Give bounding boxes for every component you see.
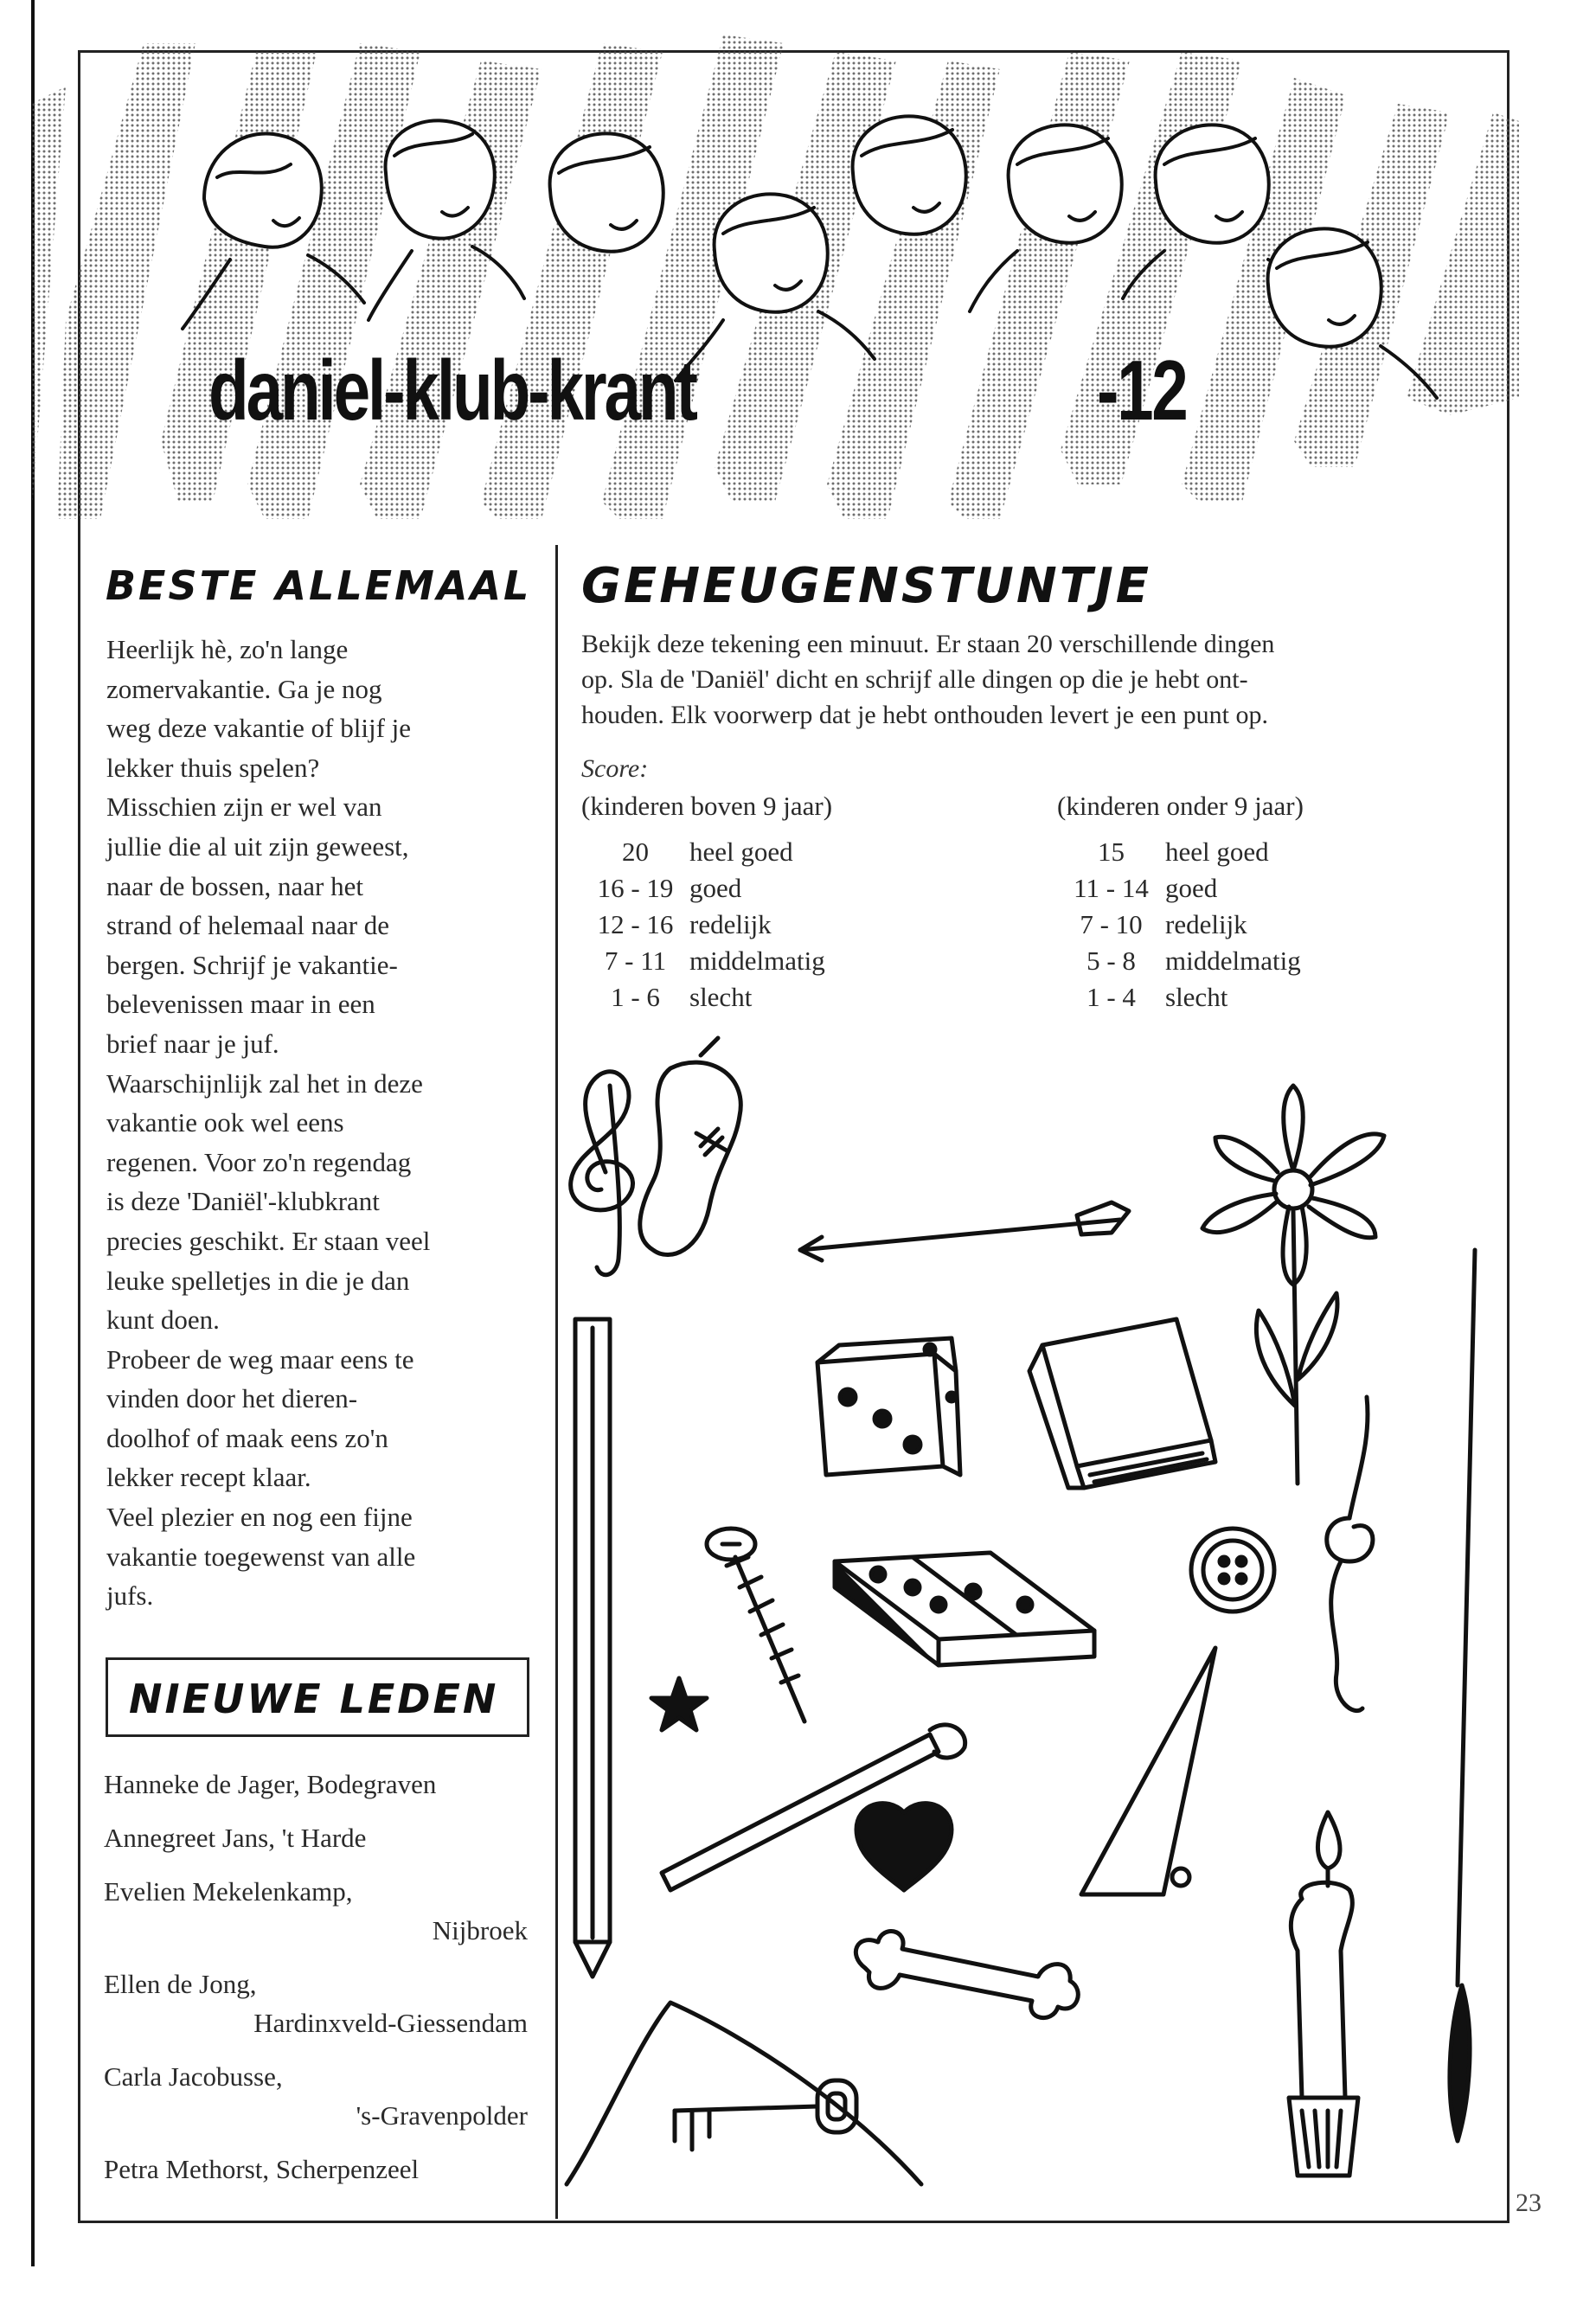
text-line: bergen. Schrijf je vakantie- <box>106 949 398 980</box>
book-icon <box>1029 1319 1215 1488</box>
score-range: 16 - 19 <box>597 873 674 903</box>
score-row <box>1057 834 1304 870</box>
key-icon <box>675 2080 856 2150</box>
member-name: Evelien Mekelenkamp, <box>104 1876 353 1907</box>
text-line: jullie die al uit zijn geweest, <box>106 830 409 862</box>
text-line: belevenissen maar in een <box>106 989 375 1020</box>
score-table-younger <box>1057 791 1304 1016</box>
text-line: lekker recept klaar. <box>106 1462 311 1493</box>
score-rating: redelijk <box>689 909 772 939</box>
text-line: op. Sla de 'Daniël' dicht en schrijf alle dingen op die je hebt ont- <box>581 665 1248 694</box>
dice-icon <box>817 1338 960 1475</box>
score-range: 7 - 10 <box>1080 909 1143 939</box>
member-place: 's-Gravenpolder <box>356 2100 528 2131</box>
bone-icon <box>856 1932 1078 2018</box>
list-item <box>104 1765 528 1804</box>
score-table-older <box>581 791 832 1016</box>
text-line: naar de bossen, naar het <box>106 870 363 901</box>
geheugenstuntje-intro <box>581 626 1481 733</box>
nieuwe-leden-box <box>106 1657 529 1737</box>
text-line: jufs. <box>106 1580 154 1612</box>
domino-icon <box>835 1553 1094 1665</box>
score-range: 12 - 16 <box>597 909 674 939</box>
text-line: weg deze vakantie of blijf je <box>106 713 412 744</box>
score-label: Score: <box>581 754 649 783</box>
text-line: strand of helemaal naar de <box>106 910 390 941</box>
score-rating: middelmatig <box>689 945 825 976</box>
pear-icon <box>640 1038 741 1255</box>
score-row <box>581 979 832 1016</box>
header-banner <box>31 35 1519 519</box>
score-rating: heel goed <box>1165 836 1269 867</box>
new-members-list <box>104 1765 528 2203</box>
set-square-icon <box>1081 1648 1215 1894</box>
text-line: Misschien zijn er wel van <box>106 792 382 823</box>
score-row <box>581 907 832 943</box>
member-name: Ellen de Jong, <box>104 1969 257 1999</box>
score-range: 20 <box>622 836 649 867</box>
text-line: brief naar je juf. <box>106 1028 279 1059</box>
text-line: leuke spelletjes in die je dan <box>106 1265 410 1296</box>
text-line: kunt doen. <box>106 1304 220 1336</box>
text-line: houden. Elk voorwerp dat je hebt onthouden levert je een punt op. <box>581 701 1268 729</box>
rope-icon <box>1327 1397 1373 1711</box>
nieuwe-leden-heading: NIEUWE LEDEN <box>129 1676 499 1722</box>
list-item <box>104 2150 528 2189</box>
geheugenstuntje-heading: GEHEUGENSTUNTJE <box>581 558 1152 614</box>
children-faces-illustration <box>31 35 1519 519</box>
button-icon <box>1191 1529 1274 1612</box>
text-line: vakantie toegewenst van alle <box>106 1541 416 1572</box>
text-line: precies geschikt. Er staan veel <box>106 1225 431 1256</box>
score-rating: goed <box>1165 873 1218 903</box>
score-range: 1 - 6 <box>611 982 660 1012</box>
list-item <box>104 1818 528 1857</box>
score-rating: middelmatig <box>1165 945 1301 976</box>
paintbrush-icon <box>1450 1250 1475 2141</box>
score-row <box>1057 907 1304 943</box>
heart-icon <box>856 1804 952 1890</box>
score-range: 11 - 14 <box>1074 873 1149 903</box>
text-line: Veel plezier en nog een fijne <box>106 1502 413 1533</box>
text-line: Waarschijnlijk zal het in deze <box>106 1067 423 1099</box>
screw-icon <box>707 1529 804 1721</box>
text-line: Heerlijk hè, zo'n lange <box>106 634 349 664</box>
beste-allemaal-text <box>106 630 535 1616</box>
arrow-icon <box>800 1202 1129 1260</box>
list-item <box>104 1872 528 1950</box>
mountain-icon <box>567 2003 921 2184</box>
score-rating: goed <box>689 873 742 903</box>
member-name: Petra Methorst, Scherpenzeel <box>104 2154 420 2184</box>
member-name: Annegreet Jans, 't Harde <box>104 1823 367 1853</box>
score-rating: redelijk <box>1165 909 1247 939</box>
page-number: 23 <box>1516 2189 1542 2217</box>
score-range: 15 <box>1098 836 1125 867</box>
text-line: doolhof of maak eens zo'n <box>106 1422 388 1453</box>
score-range: 1 - 4 <box>1086 982 1136 1012</box>
member-place: Nijbroek <box>432 1915 528 1945</box>
treble-clef-icon <box>571 1072 633 1275</box>
score-row <box>581 834 832 870</box>
list-item <box>104 1965 528 2042</box>
score-range: 5 - 8 <box>1086 945 1136 976</box>
text-line: regenen. Voor zo'n regendag <box>106 1146 412 1177</box>
text-line: vinden door het dieren- <box>106 1383 358 1414</box>
memory-game-illustration <box>558 1034 1505 2223</box>
star-icon <box>651 1678 707 1730</box>
score-rating: slecht <box>689 982 753 1012</box>
score-row <box>581 870 832 907</box>
issue-number: -12 <box>1097 343 1187 438</box>
score-row <box>1057 943 1304 979</box>
text-line: zomervakantie. Ga je nog <box>106 673 382 704</box>
text-line: Probeer de weg maar eens te <box>106 1343 414 1375</box>
score-group-label: (kinderen boven 9 jaar) <box>581 791 833 821</box>
score-group-label: (kinderen onder 9 jaar) <box>1057 791 1304 821</box>
text-line: is deze 'Daniël'-klubkrant <box>106 1186 380 1217</box>
text-line: vakantie ook wel eens <box>106 1107 344 1138</box>
flower-icon <box>1202 1086 1384 1484</box>
score-rating: heel goed <box>689 836 793 867</box>
text-line: Bekijk deze tekening een minuut. Er staan 20 verschillende dingen <box>581 630 1275 658</box>
candle-icon <box>1289 1812 1358 2176</box>
score-row <box>1057 870 1304 907</box>
member-name: Hanneke de Jager, Bodegraven <box>104 1769 437 1799</box>
member-name: Carla Jacobusse, <box>104 2061 283 2092</box>
list-item <box>104 2057 528 2135</box>
newsletter-title: daniel-klub-krant <box>208 343 695 438</box>
score-range: 7 - 11 <box>604 945 667 976</box>
text-line: lekker thuis spelen? <box>106 752 320 783</box>
member-place: Hardinxveld-Giessendam <box>253 2008 528 2038</box>
score-rating: slecht <box>1165 982 1228 1012</box>
score-row <box>581 943 832 979</box>
score-row <box>1057 979 1304 1016</box>
beste-allemaal-heading: BESTE ALLEMAAL <box>106 562 532 609</box>
pencil-icon <box>575 1319 610 1977</box>
